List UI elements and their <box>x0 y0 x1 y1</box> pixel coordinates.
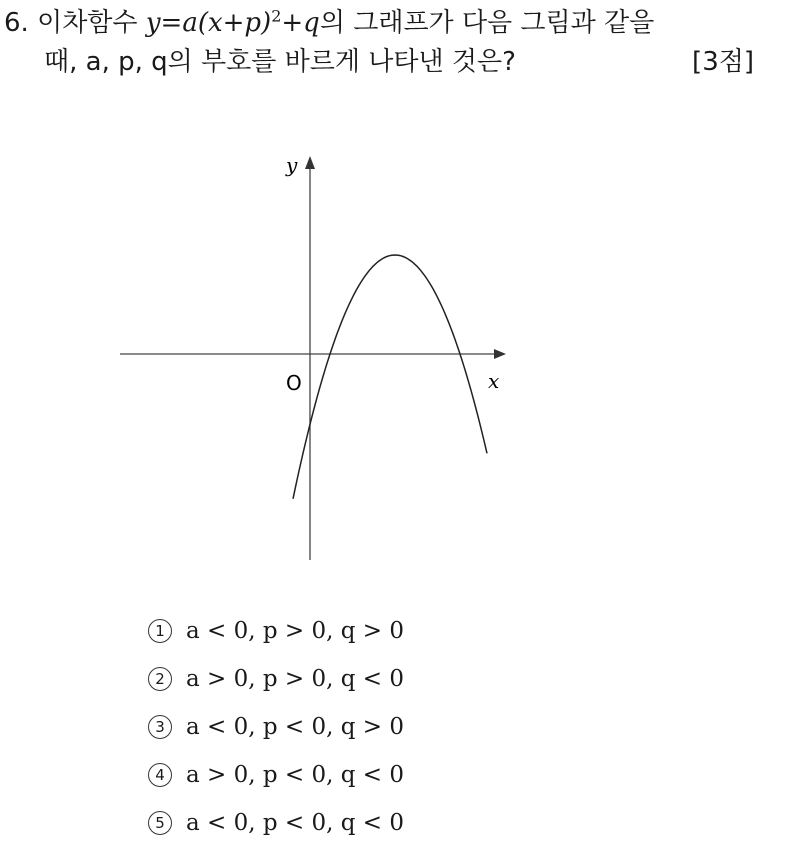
question-number: 6. <box>4 8 29 38</box>
question-intro: 이차함수 <box>37 8 138 38</box>
question-line1-suffix: 의 그래프가 다음 그림과 같을 <box>319 8 655 38</box>
question-line-2: 때, a, p, q의 부호를 바르게 나타낸 것은? <box>44 47 516 77</box>
choice-5-number: 5 <box>148 811 172 835</box>
choice-1[interactable] <box>148 613 404 647</box>
choice-2[interactable] <box>148 661 404 695</box>
choice-5-text: a < 0, p < 0, q < 0 <box>186 810 404 836</box>
y-axis-arrow <box>305 156 315 169</box>
choice-4[interactable] <box>148 757 404 791</box>
question-line-1 <box>4 8 654 38</box>
choice-2-text: a > 0, p > 0, q < 0 <box>186 666 404 692</box>
origin-label: O <box>286 371 302 395</box>
function-expression: $y=a(x+p)^2+q$ <box>145 6 320 38</box>
parabola-graph <box>110 140 530 570</box>
choice-5[interactable] <box>148 805 404 839</box>
choice-1-text: a < 0, p > 0, q > 0 <box>186 618 404 644</box>
y-axis-label: y <box>286 153 298 177</box>
x-axis-label: x <box>488 369 500 393</box>
choice-3[interactable] <box>148 709 404 743</box>
choice-4-number: 4 <box>148 763 172 787</box>
points-label: [3점] <box>692 47 754 77</box>
choice-4-text: a > 0, p < 0, q < 0 <box>186 762 404 788</box>
x-axis-arrow <box>494 349 506 359</box>
choice-3-number: 3 <box>148 715 172 739</box>
choice-3-text: a < 0, p < 0, q > 0 <box>186 714 404 740</box>
parabola-curve <box>293 255 487 499</box>
choice-2-number: 2 <box>148 667 172 691</box>
choice-1-number: 1 <box>148 619 172 643</box>
